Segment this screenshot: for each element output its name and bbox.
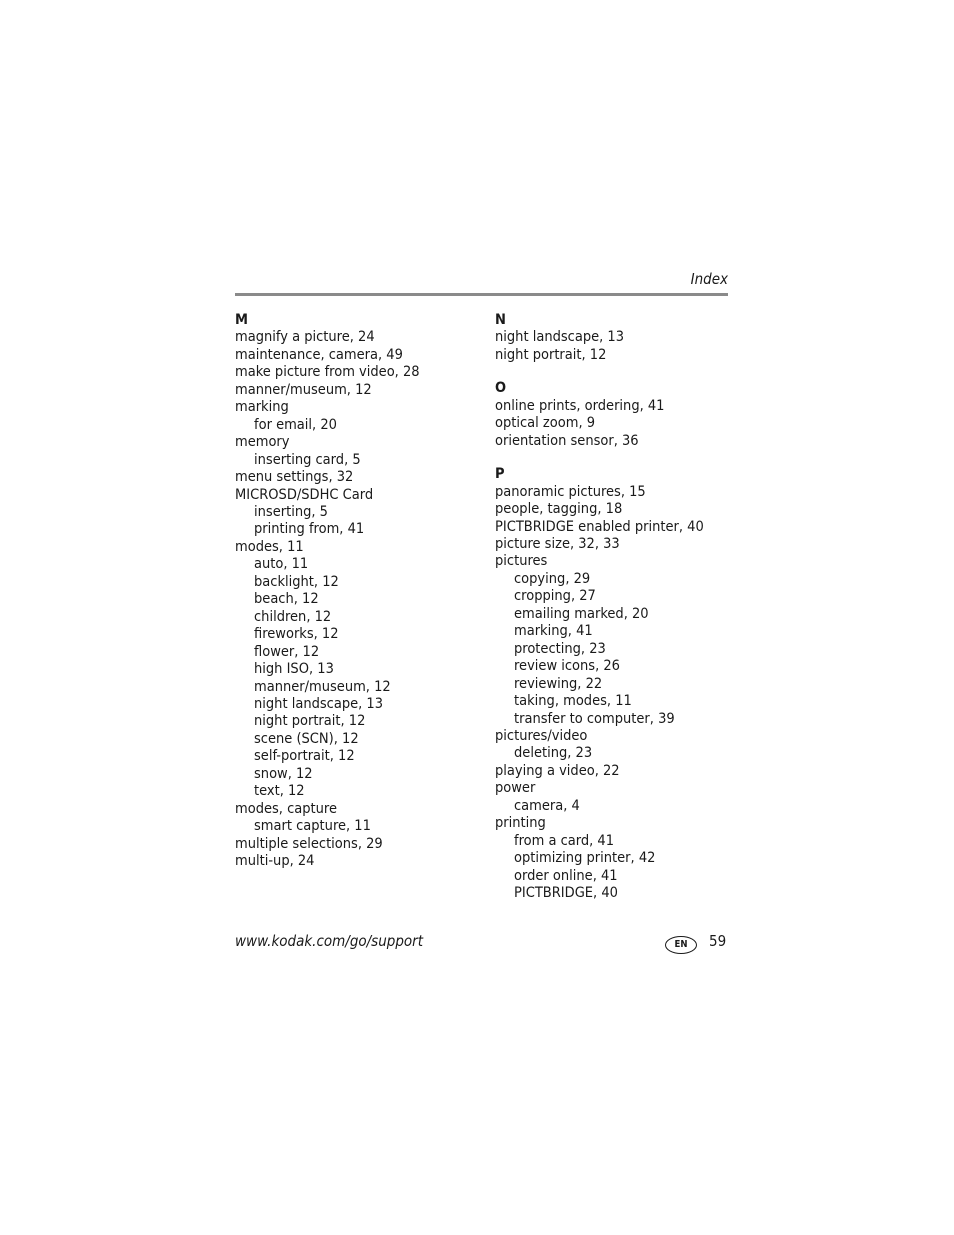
index-subentry: auto, 11 — [254, 556, 309, 573]
index-letter-heading: N — [495, 312, 506, 328]
index-entry: power — [495, 780, 536, 797]
index-subentry: protecting, 23 — [514, 640, 606, 657]
index-entry: menu settings, 32 — [235, 469, 354, 486]
index-subentry: flower, 12 — [254, 643, 320, 660]
running-head-title: Index — [690, 270, 728, 288]
index-entry: marking — [235, 399, 289, 416]
index-subentry: manner/museum, 12 — [254, 678, 391, 695]
index-entry: MICROSD/SDHC Card — [235, 486, 374, 503]
index-entry: picture size, 32, 33 — [495, 535, 620, 552]
index-entry: optical zoom, 9 — [495, 415, 596, 432]
page-number: 59 — [709, 932, 727, 950]
index-subentry: self-portrait, 12 — [254, 748, 355, 765]
index-subentry: camera, 4 — [514, 797, 580, 814]
index-subentry: night landscape, 13 — [254, 695, 384, 712]
index-letter-heading: O — [495, 380, 507, 397]
index-subentry: backlight, 12 — [254, 573, 339, 590]
index-entry: manner/museum, 12 — [235, 381, 372, 398]
index-subentry: night portrait, 12 — [254, 713, 366, 730]
index-letter-heading: P — [495, 466, 505, 483]
index-entry: pictures — [495, 553, 548, 570]
index-subentry: taking, modes, 11 — [514, 693, 632, 710]
index-subentry: printing from, 41 — [254, 521, 365, 538]
index-entry: modes, capture — [235, 800, 337, 817]
index-entry: night landscape, 13 — [495, 329, 625, 346]
language-badge: EN — [665, 936, 697, 954]
index-subentry: fireworks, 12 — [254, 626, 339, 643]
support-url: www.kodak.com/go/support — [235, 932, 423, 950]
index-subentry: deleting, 23 — [514, 745, 593, 762]
index-subentry: high ISO, 13 — [254, 661, 334, 678]
index-subentry: for email, 20 — [254, 416, 337, 433]
index-subentry: cropping, 27 — [514, 588, 596, 605]
index-subentry: from a card, 41 — [514, 832, 615, 849]
index-entry: people, tagging, 18 — [495, 501, 623, 518]
index-entry: night portrait, 12 — [495, 346, 607, 363]
index-subentry: transfer to computer, 39 — [514, 710, 675, 727]
index-subentry: marking, 41 — [514, 623, 593, 640]
index-subentry: copying, 29 — [514, 570, 591, 587]
index-subentry: scene (SCN), 12 — [254, 730, 359, 747]
section-gap — [495, 364, 735, 380]
index-subentry: text, 12 — [254, 783, 305, 800]
index-entry: memory — [235, 434, 290, 451]
index-column-right — [495, 312, 735, 903]
index-subentry: beach, 12 — [254, 591, 319, 608]
header-rule — [235, 293, 728, 296]
index-subentry: PICTBRIDGE, 40 — [514, 885, 618, 902]
index-column-left — [235, 312, 485, 871]
index-subentry: emailing marked, 20 — [514, 605, 649, 622]
index-subentry: smart capture, 11 — [254, 818, 371, 835]
index-entry: playing a video, 22 — [495, 762, 620, 779]
index-subentry: inserting card, 5 — [254, 451, 361, 468]
index-entry: multiple selections, 29 — [235, 835, 383, 852]
index-entry: orientation sensor, 36 — [495, 432, 639, 449]
index-entry: make picture from video, 28 — [235, 364, 420, 381]
index-entry: pictures/video — [495, 727, 588, 744]
index-subentry: review icons, 26 — [514, 658, 620, 675]
index-letter-heading: M — [235, 312, 248, 328]
index-subentry: snow, 12 — [254, 765, 313, 782]
index-entry: modes, 11 — [235, 538, 304, 555]
index-subentry: reviewing, 22 — [514, 675, 603, 692]
index-subentry: children, 12 — [254, 608, 332, 625]
index-entry: panoramic pictures, 15 — [495, 483, 646, 500]
index-entry: maintenance, camera, 49 — [235, 346, 403, 363]
index-entry: multi-up, 24 — [235, 853, 315, 870]
index-subentry: order online, 41 — [514, 867, 618, 884]
index-entry: online prints, ordering, 41 — [495, 397, 665, 414]
index-subentry: optimizing printer, 42 — [514, 850, 656, 867]
index-subentry: inserting, 5 — [254, 503, 328, 520]
section-gap — [495, 450, 735, 466]
index-entry: magnify a picture, 24 — [235, 329, 375, 346]
index-entry: printing — [495, 815, 546, 832]
index-entry: PICTBRIDGE enabled printer, 40 — [495, 518, 704, 535]
